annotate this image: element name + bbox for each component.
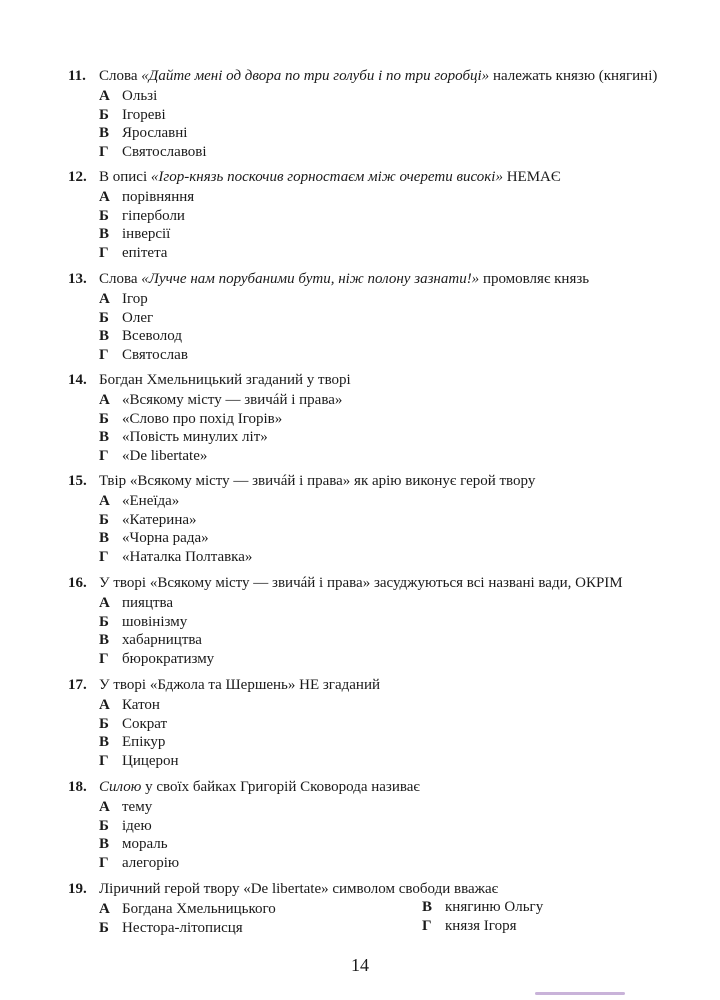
question-17 bbox=[0, 674, 720, 770]
option-b: Б «Слово про похід Ігорів» bbox=[99, 410, 283, 427]
option-g-letter: Г bbox=[422, 917, 432, 934]
question-text: Твір «Всякому місту — звичáй і права» як арію виконує герой твору bbox=[99, 473, 536, 489]
option-a-text: Богдана Хмельницького bbox=[122, 901, 276, 917]
option-g: Г «Наталка Полтавка» bbox=[99, 548, 253, 565]
option-b-text: Нестора-літописця bbox=[122, 919, 243, 936]
question-number: 13. bbox=[68, 271, 87, 287]
option-a: А Ігор bbox=[99, 291, 148, 307]
option-v: В Епікур bbox=[99, 734, 166, 750]
option-v: В «Чорна рада» bbox=[99, 530, 209, 546]
question-text: Слова «Лучче нам порубаними бути, ніж полону зазнати!» промовляє князь bbox=[99, 271, 590, 287]
question-text: В описі «Ігор-князь поскочив горностаєм між очерети високі» НЕМАЄ bbox=[99, 169, 561, 185]
option-a: А тему bbox=[99, 799, 153, 815]
page-number: 14 bbox=[351, 955, 369, 975]
decorative-edge-mark bbox=[535, 992, 625, 995]
option-a: А пияцтва bbox=[99, 595, 174, 611]
option-b-letter: Б bbox=[99, 919, 109, 936]
option-b: Б шовінізму bbox=[99, 613, 188, 630]
option-row-1 bbox=[0, 900, 720, 919]
question-number: 15. bbox=[68, 473, 87, 489]
question-number: 11. bbox=[68, 68, 86, 84]
option-v-letter: В bbox=[422, 899, 433, 915]
question-11 bbox=[0, 65, 720, 161]
option-g: Г епітета bbox=[99, 244, 168, 261]
option-v: В хабарництва bbox=[99, 632, 202, 648]
option-v: В Ярославні bbox=[99, 125, 188, 141]
option-g: Г Святослав bbox=[99, 346, 188, 363]
option-g-text: князя Ігоря bbox=[445, 917, 517, 934]
option-b: Б Олег bbox=[99, 309, 154, 326]
option-a: А «Енеїда» bbox=[99, 493, 180, 509]
option-b: Б гіперболи bbox=[99, 207, 185, 224]
question-15 bbox=[0, 470, 720, 566]
option-a: А порівняння bbox=[99, 189, 195, 205]
option-g: Г «De libertate» bbox=[99, 447, 208, 464]
question-18 bbox=[0, 776, 720, 872]
option-a: А Катон bbox=[99, 697, 160, 713]
question-text: Силою у своїх байках Григорій Сковорода називає bbox=[99, 779, 420, 795]
option-v: В Всеволод bbox=[99, 328, 182, 344]
option-b: Б «Катерина» bbox=[99, 511, 197, 528]
question-text: Богдан Хмельницький згаданий у творі bbox=[99, 372, 351, 388]
question-number: 19. bbox=[68, 881, 87, 897]
question-text: У творі «Бджола та Шершень» НЕ згаданий bbox=[99, 677, 380, 693]
question-19 bbox=[0, 878, 720, 937]
option-b: Б Сократ bbox=[99, 715, 168, 732]
question-text: У творі «Всякому місту — звичáй і права» засуджуються всі названі вади, ОКРІМ bbox=[99, 575, 623, 591]
option-v: В інверсії bbox=[99, 226, 171, 242]
option-g: Г алегорію bbox=[99, 854, 180, 871]
option-a-letter: А bbox=[99, 901, 110, 917]
question-number: 17. bbox=[68, 677, 87, 693]
option-v: В «Повість минулих літ» bbox=[99, 429, 268, 445]
option-b: Б Ігореві bbox=[99, 106, 166, 123]
option-g: Г Цицерон bbox=[99, 752, 179, 769]
question-12 bbox=[0, 166, 720, 262]
option-b: Б ідею bbox=[99, 817, 152, 834]
question-13 bbox=[0, 268, 720, 364]
question-number: 12. bbox=[68, 169, 87, 185]
question-16 bbox=[0, 572, 720, 668]
option-v: В мораль bbox=[99, 836, 168, 852]
question-text: Слова «Дайте мені од двора по три голуби і по три горобці» належать князю (княгині) bbox=[99, 68, 658, 84]
option-a: А Ользі bbox=[99, 88, 158, 104]
question-text: Ліричний герой твору «De libertate» символом свободи вважає bbox=[99, 881, 499, 897]
question-14 bbox=[0, 369, 720, 465]
option-g: Г бюрократизму bbox=[99, 650, 215, 667]
option-row-2 bbox=[0, 919, 720, 938]
question-number: 16. bbox=[68, 575, 87, 591]
option-g: Г Святославові bbox=[99, 143, 207, 160]
option-v-text: княгиню Ольгу bbox=[445, 899, 544, 915]
option-a: А «Всякому місту — звичáй і права» bbox=[99, 392, 343, 408]
question-number: 18. bbox=[68, 779, 87, 795]
question-number: 14. bbox=[68, 372, 87, 388]
